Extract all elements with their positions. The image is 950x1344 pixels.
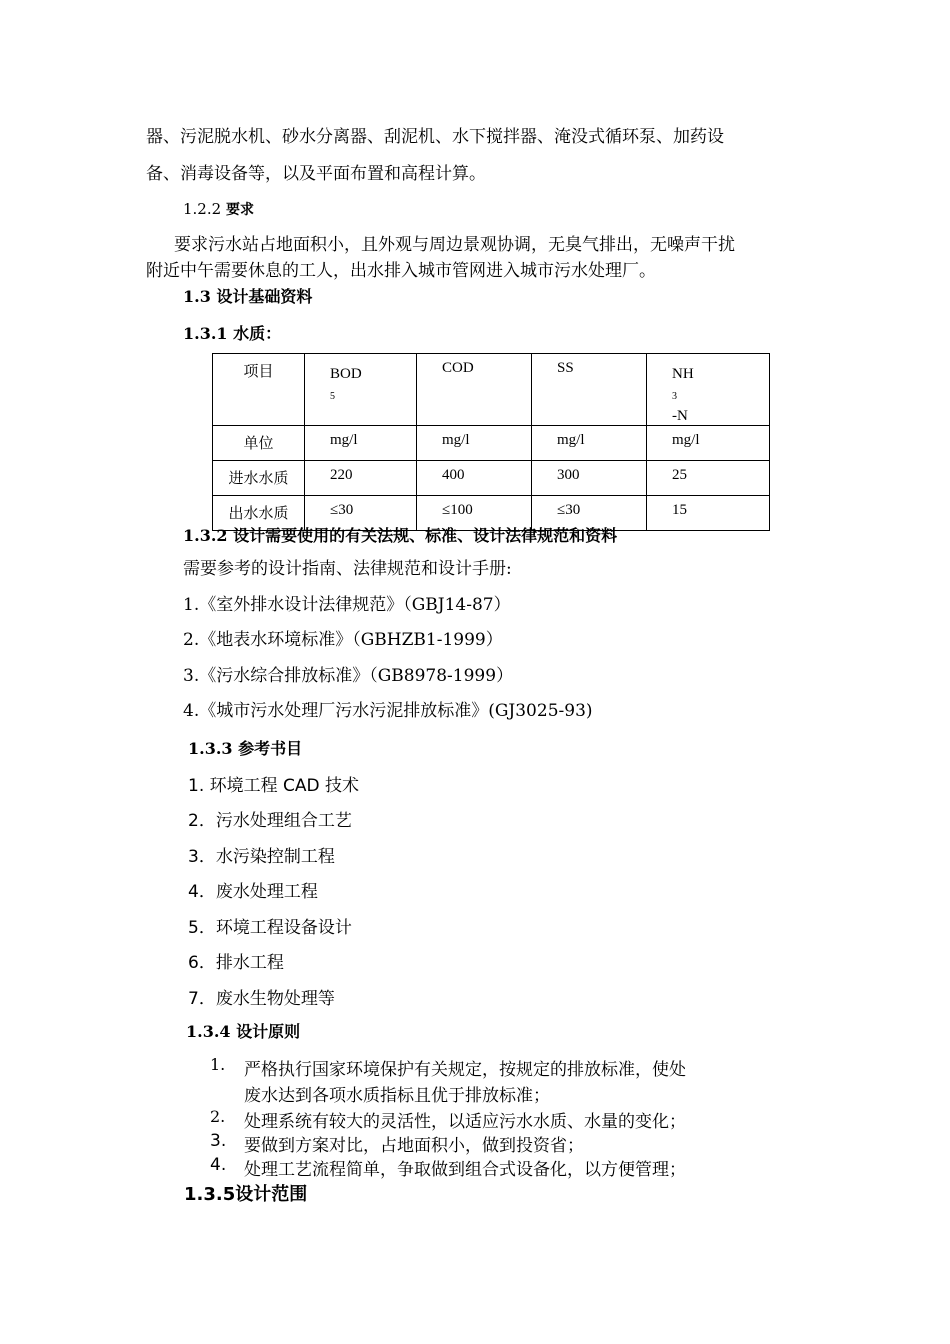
list-item: 处理工艺流程简单，争取做到组合式设备化，以方便管理； — [244, 1160, 686, 1180]
list-number: 1. — [210, 1055, 226, 1074]
paragraph-line: 备、消毒设备等，以及平面布置和高程计算。 — [146, 164, 486, 184]
paragraph-line: 要求污水站占地面积小，且外观与周边景观协调，无臭气排出，无噪声干扰 — [174, 235, 735, 255]
table-cell: ≤30 — [330, 502, 354, 518]
list-item: 3．水污染控制工程 — [188, 847, 335, 867]
list-item: 1. 环境工程 CAD 技术 — [188, 776, 360, 796]
section-heading: 1.3.2 设计需要使用的有关法规、标准、设计法律规范和资料 — [183, 526, 618, 545]
paragraph-line: 器、污泥脱水机、砂水分离器、刮泥机、水下搅拌器、淹没式循环泵、加药设 — [146, 127, 724, 147]
table-cell: 出水水质 — [228, 506, 289, 522]
table-cell: 220 — [330, 467, 353, 483]
table-cell: mg/l — [442, 432, 470, 448]
table-row — [213, 426, 770, 461]
list-item: 3.《污水综合排放标准》（GB8978-1999） — [183, 666, 514, 686]
list-item: 要做到方案对比，占地面积小，做到投资省； — [244, 1136, 584, 1156]
table-cell: ≤100 — [442, 502, 473, 518]
list-number: 4. — [210, 1155, 227, 1175]
section-heading: 1.3 设计基础资料 — [183, 287, 313, 306]
table-cell: mg/l — [557, 432, 585, 448]
list-item: 4.《城市污水处理厂污水污泥排放标准》(GJ3025-93) — [183, 701, 593, 721]
table-cell: 25 — [672, 467, 687, 483]
list-item: 2．污水处理组合工艺 — [188, 811, 352, 831]
table-cell: BOD $_5$ — [305, 354, 417, 426]
section-heading: 1.3.3 参考书目 — [188, 739, 303, 758]
section-heading: 1.3.4 设计原则 — [186, 1022, 301, 1041]
list-item: 5．环境工程设备设计 — [188, 918, 352, 938]
section-heading: 1.3.1 水质： — [183, 324, 282, 343]
table-row — [213, 354, 770, 426]
section-heading: 1.3.5设计范围 — [184, 1184, 308, 1205]
list-item: 6．排水工程 — [188, 953, 284, 973]
paragraph-line: 需要参考的设计指南、法律规范和设计手册: — [183, 559, 512, 579]
table-cell: 单位 — [243, 436, 274, 452]
section-number: 1.2.2 — [183, 200, 222, 218]
table-cell: 15 — [672, 502, 687, 518]
list-item: 4．废水处理工程 — [188, 882, 318, 902]
table-cell: SS — [557, 360, 574, 376]
list-number: 3. — [210, 1131, 227, 1151]
section-title: 要求 — [225, 202, 254, 218]
table-row — [213, 461, 770, 496]
table-cell: mg/l — [672, 432, 700, 448]
list-number: 2. — [210, 1107, 226, 1126]
list-item: 1.《室外排水设计法律规范》（GBJ14-87） — [183, 595, 511, 615]
table-cell: mg/l — [330, 432, 358, 448]
list-item: 7．废水生物处理等 — [188, 989, 335, 1009]
list-item: 2.《地表水环境标准》（GBHZB1-1999） — [183, 630, 503, 650]
table-cell: 400 — [442, 467, 465, 483]
paragraph-line: 附近中午需要休息的工人，出水排入城市管网进入城市污水处理厂。 — [146, 261, 656, 281]
table-cell: 300 — [557, 467, 580, 483]
list-item: 处理系统有较大的灵活性，以适应污水水质、水量的变化； — [244, 1112, 686, 1132]
table-cell: 项目 — [243, 364, 274, 380]
section-heading — [183, 199, 254, 220]
table-cell: COD — [442, 360, 474, 376]
table-cell: 进水水质 — [228, 471, 289, 487]
table-cell: ≤30 — [557, 502, 581, 518]
water-quality-table — [212, 353, 770, 531]
list-item: 严格执行国家环境保护有关规定，按规定的排放标准，使处 — [244, 1060, 686, 1080]
list-item: 废水达到各项水质指标且优于排放标准； — [244, 1086, 550, 1106]
table-cell: NH $_3$ -N — [647, 354, 770, 426]
